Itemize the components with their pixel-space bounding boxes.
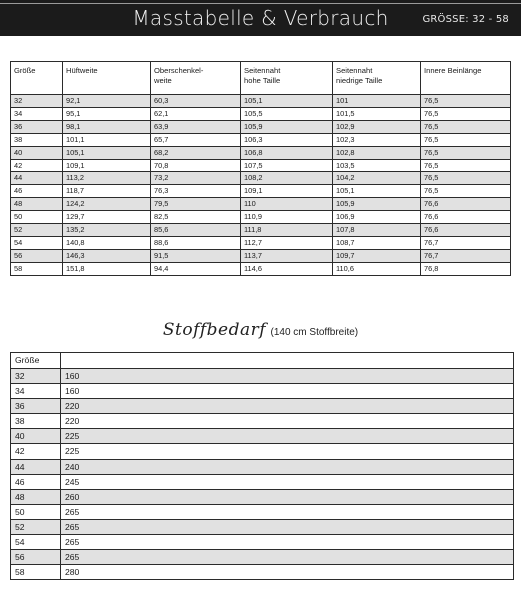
measurement-row: [11, 172, 511, 185]
table-cell: 105,9: [241, 120, 333, 133]
table-cell: 54: [11, 236, 63, 249]
table-cell: 40: [11, 146, 63, 159]
table-cell: 102,8: [333, 146, 421, 159]
fabric-row: [11, 535, 514, 550]
table-cell: 52: [11, 519, 61, 534]
table-cell: 58: [11, 565, 61, 580]
table-cell: 73,2: [151, 172, 241, 185]
table-cell: 48: [11, 198, 63, 211]
measurement-row: [11, 95, 511, 108]
table-cell: 110: [241, 198, 333, 211]
measurement-row: [11, 120, 511, 133]
table-cell: 114,6: [241, 262, 333, 275]
table-cell: 110,6: [333, 262, 421, 275]
table-cell: 124,2: [63, 198, 151, 211]
table-cell: 265: [61, 535, 514, 550]
table-cell: 88,6: [151, 236, 241, 249]
table-cell: 76,7: [421, 236, 511, 249]
measurement-row: [11, 262, 511, 275]
table-cell: 34: [11, 384, 61, 399]
fabric-row: [11, 565, 514, 580]
fabric-script-title: Stoffbedarf: [162, 320, 267, 340]
table-cell: 113,7: [241, 249, 333, 262]
table-cell: 109,1: [241, 185, 333, 198]
table-cell: 34: [11, 107, 63, 120]
table-cell: 48: [11, 489, 61, 504]
table-cell: 135,2: [63, 224, 151, 237]
column-header: Seitennaht niedrige Taille: [333, 62, 421, 95]
column-header: Innere Beinlänge: [421, 62, 511, 95]
table-cell: 106,9: [333, 211, 421, 224]
fabric-heading: [0, 320, 521, 340]
page-title: Masstabelle & Verbrauch: [132, 6, 389, 30]
table-cell: 76,5: [421, 120, 511, 133]
table-cell: 82,5: [151, 211, 241, 224]
table-cell: 58: [11, 262, 63, 275]
table-cell: 44: [11, 172, 63, 185]
column-header: Größe: [11, 353, 61, 369]
table-cell: 91,5: [151, 249, 241, 262]
measurement-header-row: [11, 62, 511, 95]
table-cell: 225: [61, 444, 514, 459]
table-cell: 118,7: [63, 185, 151, 198]
table-cell: 245: [61, 474, 514, 489]
table-cell: 109,7: [333, 249, 421, 262]
table-cell: 76,8: [421, 262, 511, 275]
table-cell: 76,6: [421, 224, 511, 237]
column-header: Hüftweite: [63, 62, 151, 95]
measurement-row: [11, 211, 511, 224]
table-cell: 129,7: [63, 211, 151, 224]
table-cell: 76,5: [421, 95, 511, 108]
table-cell: 76,7: [421, 249, 511, 262]
measurement-row: [11, 146, 511, 159]
table-cell: 105,9: [333, 198, 421, 211]
table-cell: 76,5: [421, 159, 511, 172]
measurement-table: [10, 61, 511, 276]
table-cell: 160: [61, 384, 514, 399]
table-cell: 113,2: [63, 172, 151, 185]
table-cell: 106,3: [241, 133, 333, 146]
table-cell: 42: [11, 159, 63, 172]
table-cell: 109,1: [63, 159, 151, 172]
table-cell: 105,1: [63, 146, 151, 159]
table-cell: 110,9: [241, 211, 333, 224]
table-cell: 76,5: [421, 146, 511, 159]
table-cell: 52: [11, 224, 63, 237]
table-cell: 280: [61, 565, 514, 580]
measurement-row: [11, 133, 511, 146]
measurement-row: [11, 159, 511, 172]
size-range-label: GRÖSSE: 32 - 58: [422, 14, 509, 25]
measurement-row: [11, 249, 511, 262]
table-cell: 54: [11, 535, 61, 550]
table-cell: 105,1: [241, 95, 333, 108]
table-cell: 220: [61, 399, 514, 414]
column-header: Größe: [11, 62, 63, 95]
table-cell: 98,1: [63, 120, 151, 133]
table-cell: 151,8: [63, 262, 151, 275]
table-cell: 76,6: [421, 198, 511, 211]
table-cell: 105,1: [333, 185, 421, 198]
table-cell: 112,7: [241, 236, 333, 249]
table-cell: 107,8: [333, 224, 421, 237]
column-header: [61, 353, 514, 369]
header-bar: [0, 0, 521, 36]
table-cell: 40: [11, 429, 61, 444]
fabric-row: [11, 429, 514, 444]
table-cell: 94,4: [151, 262, 241, 275]
table-cell: 265: [61, 504, 514, 519]
fabric-row: [11, 459, 514, 474]
table-cell: 146,3: [63, 249, 151, 262]
table-cell: 265: [61, 550, 514, 565]
measurement-row: [11, 198, 511, 211]
table-cell: 76,5: [421, 107, 511, 120]
table-cell: 68,2: [151, 146, 241, 159]
table-cell: 76,6: [421, 211, 511, 224]
table-cell: 38: [11, 133, 63, 146]
table-cell: 106,8: [241, 146, 333, 159]
fabric-width-note: (140 cm Stoffbreite): [270, 327, 359, 338]
table-cell: 65,7: [151, 133, 241, 146]
fabric-row: [11, 369, 514, 384]
fabric-row: [11, 550, 514, 565]
measurement-row: [11, 236, 511, 249]
table-cell: 101: [333, 95, 421, 108]
fabric-row: [11, 414, 514, 429]
table-cell: 140,8: [63, 236, 151, 249]
table-cell: 103,5: [333, 159, 421, 172]
measurement-row: [11, 107, 511, 120]
table-cell: 42: [11, 444, 61, 459]
table-cell: 36: [11, 120, 63, 133]
fabric-row: [11, 504, 514, 519]
fabric-header-row: [11, 353, 514, 369]
table-cell: 76,3: [151, 185, 241, 198]
table-cell: 240: [61, 459, 514, 474]
table-cell: 38: [11, 414, 61, 429]
table-cell: 107,5: [241, 159, 333, 172]
table-cell: 56: [11, 249, 63, 262]
table-cell: 32: [11, 369, 61, 384]
table-cell: 85,6: [151, 224, 241, 237]
table-cell: 111,8: [241, 224, 333, 237]
fabric-body: [11, 369, 514, 580]
fabric-row: [11, 489, 514, 504]
table-cell: 101,5: [333, 107, 421, 120]
table-cell: 95,1: [63, 107, 151, 120]
fabric-row: [11, 444, 514, 459]
table-cell: 60,3: [151, 95, 241, 108]
table-cell: 104,2: [333, 172, 421, 185]
table-cell: 101,1: [63, 133, 151, 146]
fabric-row: [11, 519, 514, 534]
column-header: Seitennaht hohe Taille: [241, 62, 333, 95]
table-cell: 92,1: [63, 95, 151, 108]
table-cell: 50: [11, 211, 63, 224]
table-cell: 76,5: [421, 133, 511, 146]
table-cell: 225: [61, 429, 514, 444]
header-rule: [0, 3, 521, 4]
table-cell: 76,5: [421, 185, 511, 198]
table-cell: 220: [61, 414, 514, 429]
table-cell: 108,2: [241, 172, 333, 185]
table-cell: 76,5: [421, 172, 511, 185]
table-cell: 260: [61, 489, 514, 504]
table-cell: 44: [11, 459, 61, 474]
fabric-row: [11, 399, 514, 414]
table-cell: 265: [61, 519, 514, 534]
measurement-row: [11, 185, 511, 198]
table-cell: 160: [61, 369, 514, 384]
table-cell: 56: [11, 550, 61, 565]
table-cell: 70,8: [151, 159, 241, 172]
table-cell: 102,3: [333, 133, 421, 146]
measurement-row: [11, 224, 511, 237]
table-cell: 32: [11, 95, 63, 108]
measurement-body: [11, 95, 511, 276]
table-cell: 46: [11, 474, 61, 489]
table-cell: 63,9: [151, 120, 241, 133]
table-cell: 36: [11, 399, 61, 414]
table-cell: 102,9: [333, 120, 421, 133]
table-cell: 79,5: [151, 198, 241, 211]
fabric-row: [11, 384, 514, 399]
table-cell: 105,5: [241, 107, 333, 120]
table-cell: 50: [11, 504, 61, 519]
column-header: Oberschenkel- weite: [151, 62, 241, 95]
table-cell: 62,1: [151, 107, 241, 120]
table-cell: 46: [11, 185, 63, 198]
fabric-row: [11, 474, 514, 489]
table-cell: 108,7: [333, 236, 421, 249]
fabric-table: [10, 352, 514, 580]
